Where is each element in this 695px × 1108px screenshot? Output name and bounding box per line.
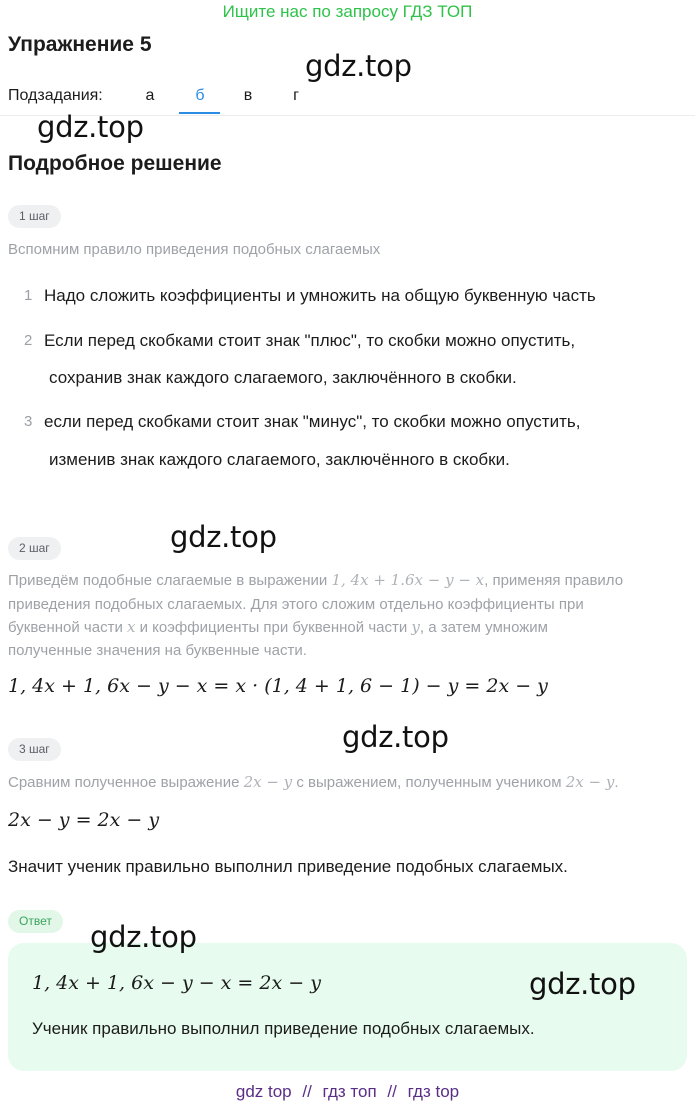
solution-title: Подробное решение: [8, 152, 222, 175]
inline-math: 2x − y: [565, 773, 615, 791]
step-2-formula: 1, 4x + 1, 6x − y − x = x · (1, 4 + 1, 6 − 1) − y = 2x − y: [8, 675, 548, 697]
subtask-tab-g[interactable]: г: [293, 87, 299, 104]
watermark: gdz.top: [90, 920, 197, 954]
step-2-text: и коэффициенты при буквенной части: [135, 619, 412, 636]
step-3-conclusion: Значит ученик правильно выполнил приведение подобных слагаемых.: [8, 857, 568, 876]
inline-math: 2x − y: [243, 773, 293, 791]
footer-separator: //: [302, 1082, 312, 1101]
subtask-tab-b[interactable]: б: [195, 87, 205, 104]
step-2-text-line: полученные значения на буквенные части.: [8, 642, 307, 659]
subtask-tab-a[interactable]: а: [145, 87, 155, 104]
answer-formula: 1, 4x + 1, 6x − y − x = 2x − y: [32, 972, 321, 994]
step-1-intro: Вспомним правило приведения подобных слагаемых: [8, 241, 381, 258]
step-2-text: Приведём подобные слагаемые в выражении: [8, 572, 332, 589]
step-3-formula: 2x − y = 2x − y: [8, 809, 160, 831]
watermark: gdz.top: [37, 110, 144, 144]
footer-separator: //: [387, 1082, 397, 1101]
step-3-text: с выражением, полученным учеником: [292, 774, 566, 791]
step-3-chip: 3 шаг: [8, 738, 61, 761]
step-2-text: , а затем умножим: [419, 619, 548, 636]
list-item-number: 1: [24, 287, 33, 304]
list-item-number: 3: [24, 413, 33, 430]
list-item-text: Надо сложить коэффициенты и умножить на общую буквенную часть: [44, 286, 596, 305]
subtask-tab-v[interactable]: в: [243, 87, 253, 104]
step-3-text-line: [8, 771, 618, 794]
answer-chip: Ответ: [8, 910, 63, 933]
list-item-text: Если перед скобками стоит знак "плюс", то скобки можно опустить,: [44, 331, 576, 350]
watermark: gdz.top: [305, 49, 412, 83]
inline-math: 1, 4x + 1.6x − y − x: [331, 571, 485, 589]
step-2-text-line: [8, 569, 623, 592]
step-3-text: .: [614, 774, 619, 791]
step-1-chip: 1 шаг: [8, 205, 61, 228]
list-item-text-continued: сохранив знак каждого слагаемого, заключённого в скобки.: [49, 368, 517, 387]
step-2-text: буквенной части: [8, 619, 127, 636]
step-2-chip: 2 шаг: [8, 537, 61, 560]
list-item-number: 2: [24, 332, 33, 349]
step-2-text-line: приведения подобных слагаемых. Для этого сложим отдельно коэффициенты при: [8, 596, 584, 613]
answer-box: [8, 943, 687, 1071]
footer-link-gdz-top-mixed[interactable]: гдз top: [407, 1082, 460, 1101]
inline-math: y: [411, 618, 420, 636]
footer-link-gdz-top[interactable]: gdz top: [235, 1082, 292, 1101]
list-item-text-continued: изменив знак каждого слагаемого, заключённого в скобки.: [49, 450, 510, 469]
inline-math: x: [127, 618, 136, 636]
footer-link-gdz-top-ru[interactable]: гдз топ: [322, 1082, 377, 1101]
list-item-text: если перед скобками стоит знак "минус", то скобки можно опустить,: [44, 412, 581, 431]
step-2-text-line: [8, 616, 548, 639]
watermark: gdz.top: [170, 520, 277, 554]
step-3-text: Сравним полученное выражение: [8, 774, 244, 791]
watermark: gdz.top: [529, 967, 636, 1001]
footer-links: [0, 1082, 695, 1102]
subtasks-label: Подзадания:: [8, 87, 103, 104]
exercise-title: Упражнение 5: [8, 33, 152, 56]
answer-text: Ученик правильно выполнил приведение подобных слагаемых.: [32, 1019, 535, 1038]
active-tab-indicator: [179, 112, 220, 114]
step-2-text: , применяя правило: [484, 572, 624, 589]
promo-banner[interactable]: Ищите нас по запросу ГДЗ ТОП: [222, 2, 473, 21]
watermark: gdz.top: [342, 720, 449, 754]
